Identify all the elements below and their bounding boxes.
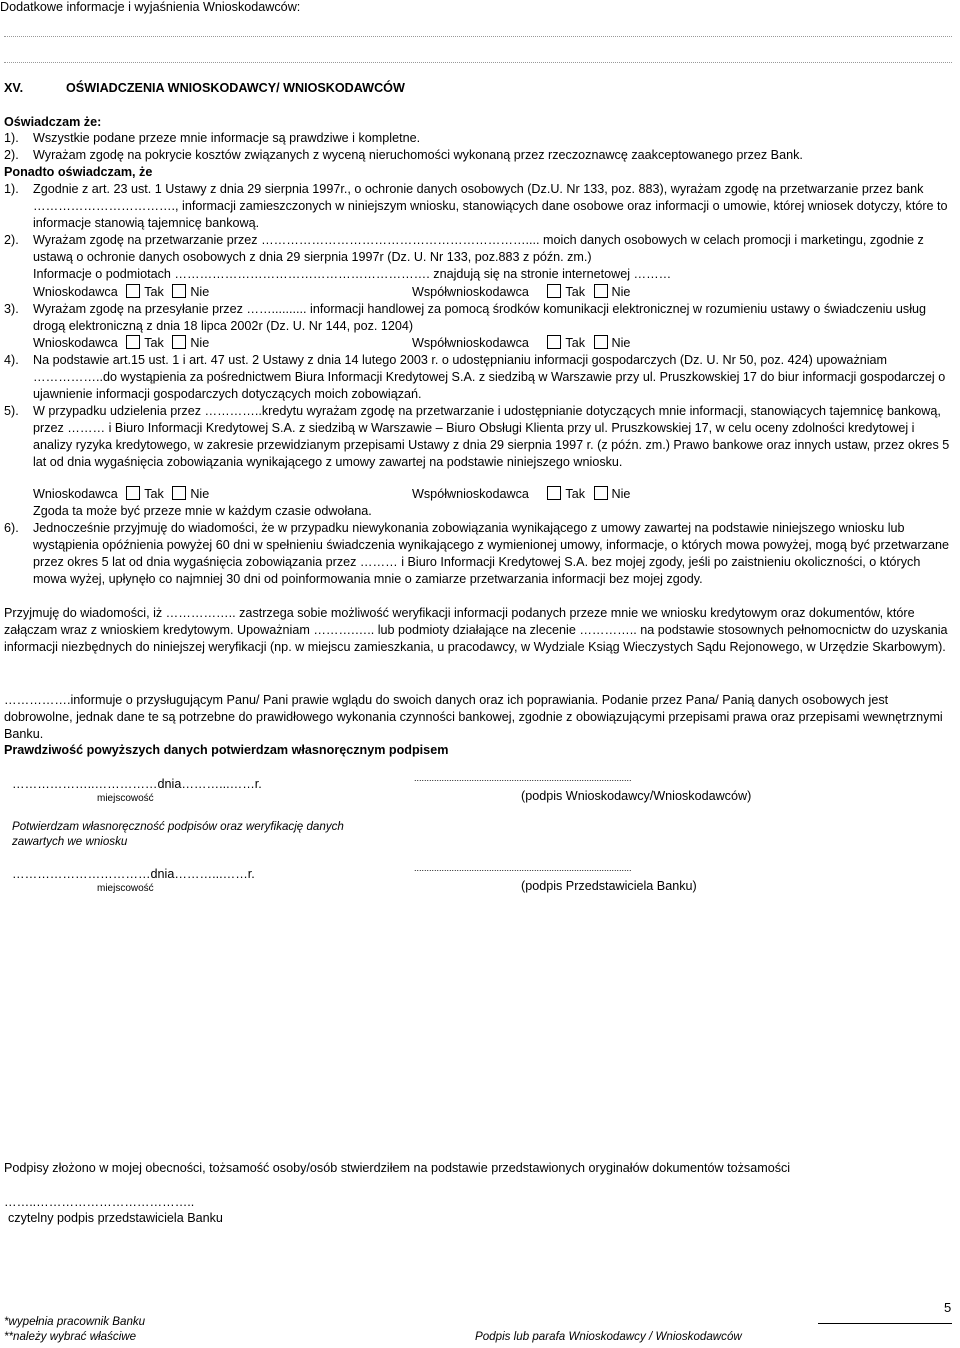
- item-number: 2).: [4, 233, 19, 247]
- yes-checkbox[interactable]: [126, 335, 140, 349]
- yes-label: Tak: [565, 487, 586, 501]
- yes-checkbox[interactable]: [547, 284, 561, 298]
- bank-signature-label: czytelny podpis przedstawiciela Banku: [8, 1211, 223, 1225]
- item-number: 3).: [4, 302, 19, 316]
- yes-label: Tak: [565, 336, 586, 350]
- no-label: Nie: [611, 285, 631, 299]
- consent-item-6: [4, 520, 956, 588]
- page-number: 5: [944, 1300, 952, 1315]
- parafa-line: [818, 1323, 952, 1324]
- item-text: W przypadku udzielenia przez …………..kredytu wyrażam zgodę na przetwarzanie i udostępnianie dotyczących mnie informacji, stanowiących tajemnicę bankową, przez ……… i Biuro Informacji Kredytowej S.A. z siedzibą w Warszawie – Biuro Obsługi Klienta przy ul. Pruszkowskiej 17, w celu oceny zdolności kredytowej i analizy ryzyka kredytowego, w zakresie przewidzianym przepisami Ustawy z dnia 29 sierpnia 1997 r. (z późn. zm.) Prawo bankowe oraz innych ustaw, przez okres 5 lat od dnia wygaśnięcia zobowiązania wynikającego z umowy zawartej na podstawie niniejszego wniosku.: [33, 404, 950, 469]
- place-date-field[interactable]: ……………………………dnia………...……r.: [12, 867, 255, 881]
- no-checkbox[interactable]: [172, 284, 186, 298]
- oswiadczam-item-number: 1).: [4, 131, 19, 145]
- no-checkbox[interactable]: [594, 284, 608, 298]
- item-info-text: Informacje o podmiotach ……………………………………………………. znajdują się na stronie internetowej ………: [33, 266, 672, 281]
- applicant-consent-row: [33, 284, 209, 301]
- yes-label: Tak: [144, 285, 164, 299]
- yes-checkbox[interactable]: [126, 284, 140, 298]
- consent-item-1: [4, 181, 956, 232]
- no-checkbox[interactable]: [172, 486, 186, 500]
- footnote-bank-employee: *wypełnia pracownik Banku: [4, 1315, 146, 1328]
- oswiadczam-item-text: Wszystkie podane przeze mnie informacje są prawdziwe i kompletne.: [33, 131, 421, 145]
- applicant-consent-row: [33, 335, 209, 352]
- co-applicant-label: Współwnioskodawca: [412, 336, 529, 350]
- applicant-label: Wnioskodawca: [33, 336, 118, 350]
- section-number: XV.: [4, 81, 24, 95]
- applicant-label: Wnioskodawca: [33, 285, 118, 299]
- yes-label: Tak: [144, 336, 164, 350]
- applicant-consent-row: [33, 486, 209, 503]
- oswiadczam-item-number: 2).: [4, 148, 19, 162]
- item-number: 6).: [4, 521, 19, 535]
- dotted-line: [4, 62, 952, 63]
- parafa-label: Podpis lub parafa Wnioskodawcy / Wnioskodawców: [475, 1330, 742, 1343]
- item-text: Zgodnie z art. 23 ust. 1 Ustawy z dnia 29 sierpnia 1997r., o ochronie danych osobowych (Dz.U. Nr 133, poz. 883), wyrażam zgodę na przetwarzanie przez bank ……………………………., informacji zamieszczonych w niniejszym wniosku, stanowiących dane osobowe oraz informacji o umowie, której wniosek dotyczy, które to informacje stanowią tajemnicę bankową.: [33, 182, 948, 230]
- no-label: Nie: [190, 487, 210, 501]
- bank-signature-dots[interactable]: ……..………………………………..: [4, 1195, 195, 1209]
- verification-confirmation-text: Potwierdzam własnoręczność podpisów oraz weryfikację danych zawartych we wniosku: [12, 820, 344, 848]
- applicant-signature-label: (podpis Wnioskodawcy/Wnioskodawców): [521, 789, 752, 803]
- no-label: Nie: [190, 336, 210, 350]
- yes-label: Tak: [144, 487, 164, 501]
- signature-dots[interactable]: .......................................................................................: [414, 773, 632, 783]
- withdrawal-note: Zgoda ta może być przeze mnie w każdym czasie odwołana.: [33, 504, 372, 518]
- no-label: Nie: [611, 336, 631, 350]
- additional-info-heading: Dodatkowe informacje i wyjaśnienia Wnioskodawców:: [0, 0, 301, 14]
- item-number: 1).: [4, 182, 19, 196]
- yes-checkbox[interactable]: [126, 486, 140, 500]
- consent-item-4: [4, 352, 956, 403]
- item-text: Jednocześnie przyjmuję do wiadomości, że w przypadku niewykonania zobowiązania wynikającego z umowy zawartej na podstawie niniejszego wniosku lub wystąpienia opóźnienia powyżej 60 dni w spełnieniu świadczenia wynikającego z wymienionej umowy, informacje, o których mowa powyżej, mogą być przetwarzane przez okres 5 lat od dnia wygaśnięcia zobowiązania przez ……… i Biuro Informacji Kredytowej S.A. bez mojej zgody, jeśli po zaistnieniu okoliczności, o których mowa wyżej, upłynęło co najmniej 30 dni od poinformowania mnie o zamiarze przetwarzania informacji bez mojej zgody.: [33, 521, 950, 586]
- bank-signature-label: (podpis Przedstawiciela Banku): [521, 879, 697, 893]
- oswiadczam-item-text: Wyrażam zgodę na pokrycie kosztów związanych z wyceną nieruchomości wykonaną przez rzeczoznawcę zaakceptowanego przez Bank.: [33, 148, 803, 162]
- consent-item-2: [4, 232, 956, 283]
- no-checkbox[interactable]: [594, 486, 608, 500]
- no-label: Nie: [190, 285, 210, 299]
- co-applicant-label: Współwnioskodawca: [412, 285, 529, 299]
- place-label: miejscowość: [97, 883, 154, 894]
- item-text: Wyrażam zgodę na przesyłanie przez …….......... informacji handlowej za pomocą środków komunikacji elektronicznej w rozumieniu ustawy o świadczeniu usług drogą elektroniczną z dnia 18 lipca 2002r (Dz. U. Nr 144, poz. 1204): [33, 302, 927, 333]
- ponadto-heading: Ponadto oświadczam, że: [4, 165, 153, 179]
- item-text: Na podstawie art.15 ust. 1 i art. 47 ust. 2 Ustawy z dnia 14 lutego 2003 r. o udostępnianiu informacji gospodarczych (Dz. U. Nr 50, poz. 424) upoważniam ……………..do wystąpienia za pośrednictwem Biura Informacji Kredytowej S.A. z siedzibą w Warszawie przy ul. Pruszkowskiej 17 do biur informacji gospodarczej o ujawnienie informacji gospodarczych dotyczących moich zobowiązań.: [33, 353, 946, 401]
- verification-paragraph: Przyjmuję do wiadomości, iż …………….. zastrzega sobie możliwość weryfikacji informacji podanych przeze mnie we wniosku kredytowym oraz dokumentów, które załączam wraz z wnioskiem kredytowym. Upoważniam ……….….. lub podmioty działające na zlecenie ………….. na podstawie stosownych pełnomocnictw do uzyskania informacji niezbędnych do niniejszej weryfikacji (np. w miejscu zamieszkania, u pracodawcy, w Wydziale Ksiąg Wieczystych Sądu Rejonowego, w Urzędzie Skarbowym).: [4, 606, 948, 654]
- yes-checkbox[interactable]: [547, 486, 561, 500]
- item-text: Wyrażam zgodę na przetwarzanie przez ……………………………………………………….... moich danych osobowych w celach promocji i marketingu, zgodnie z ustawą o ochronie danych osobowych z dnia 29 sierpnia 1997r (Dz. U. Nr 133, poz.883 z późn. zm.): [33, 233, 924, 264]
- no-checkbox[interactable]: [172, 335, 186, 349]
- no-checkbox[interactable]: [594, 335, 608, 349]
- signature-dots[interactable]: .......................................................................................: [414, 863, 632, 873]
- no-label: Nie: [611, 487, 631, 501]
- co-applicant-consent-row: [412, 284, 630, 301]
- identity-statement: Podpisy złożono w mojej obecności, tożsamość osoby/osób stwierdziłem na podstawie przedstawionych oryginałów dokumentów tożsamości: [4, 1161, 791, 1175]
- place-label: miejscowość: [97, 793, 154, 804]
- consent-item-3: [4, 301, 956, 335]
- yes-checkbox[interactable]: [547, 335, 561, 349]
- applicant-label: Wnioskodawca: [33, 487, 118, 501]
- consent-item-5: [4, 403, 956, 471]
- item-number: 5).: [4, 404, 19, 418]
- data-rights-paragraph: …………….informuje o przysługującym Panu/ Pani prawie wglądu do swoich danych oraz ich poprawiania. Podanie przez Pana/ Panią danych osobowych jest dobrowolne, jednak dane te są potrzebne do prawidłowego wykonania czynności bankowej, zgodnie z obowiązującymi przepisami prawa oraz przepisami wewnętrznymi Banku.: [4, 693, 943, 741]
- co-applicant-consent-row: [412, 335, 630, 352]
- co-applicant-consent-row: [412, 486, 630, 503]
- footnote-choose: **należy wybrać właściwe: [4, 1330, 137, 1343]
- section-title: OŚWIADCZENIA WNIOSKODAWCY/ WNIOSKODAWCÓW: [66, 81, 405, 95]
- place-date-field[interactable]: ………………..……………dnia………...……r.: [12, 777, 262, 791]
- yes-label: Tak: [565, 285, 586, 299]
- co-applicant-label: Współwnioskodawca: [412, 487, 529, 501]
- item-number: 4).: [4, 353, 19, 367]
- confirmation-heading: Prawdziwość powyższych danych potwierdzam własnoręcznym podpisem: [4, 743, 449, 757]
- oswiadczam-heading: Oświadczam że:: [4, 115, 102, 129]
- dotted-line: [4, 36, 952, 37]
